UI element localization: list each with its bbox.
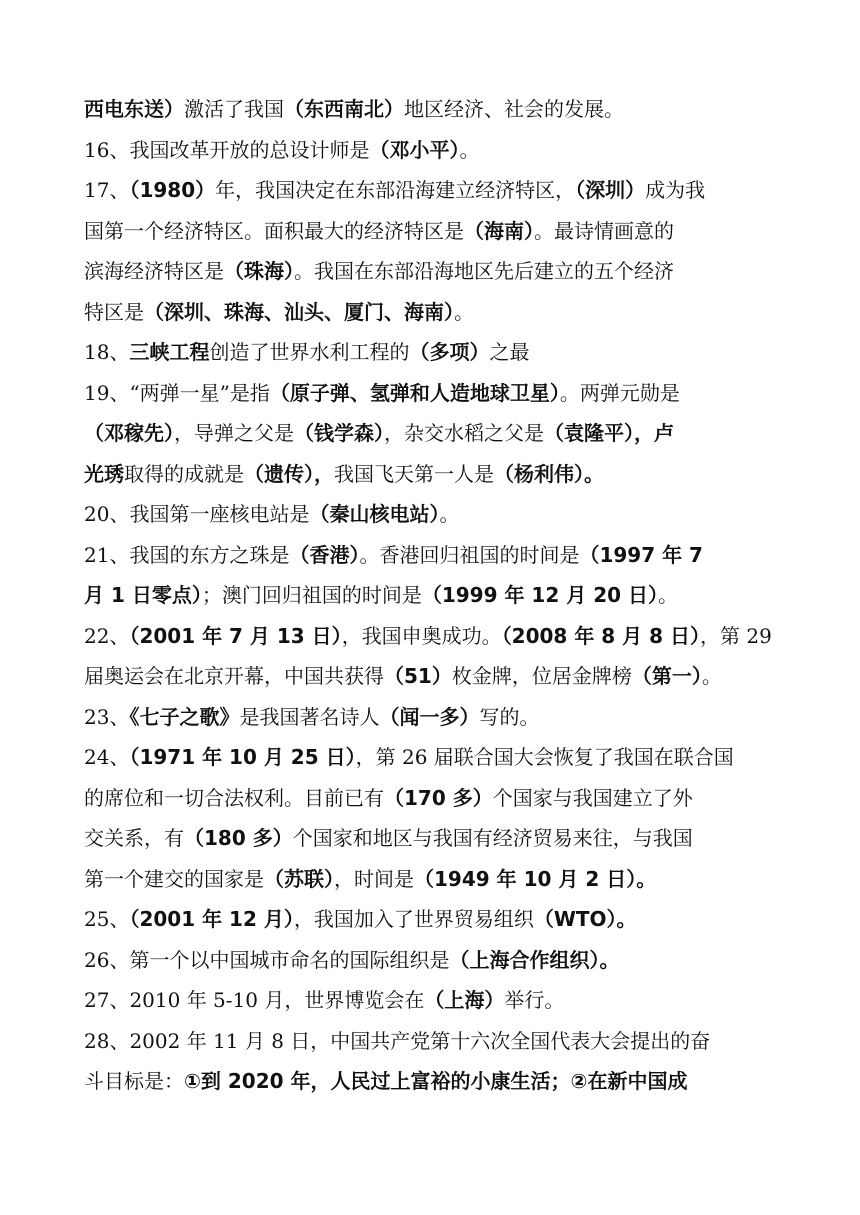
bold-answer-text: （秦山核电站）: [309, 502, 440, 526]
bold-answer-text: 《七子之歌》: [129, 704, 240, 729]
bold-answer-text: （上海）: [424, 988, 505, 1012]
bold-answer-text: （闻一多）: [379, 704, 480, 729]
body-text: 斗目标是：: [84, 1069, 184, 1093]
body-text: 。香港回归祖国的时间是: [359, 542, 580, 567]
bold-answer-text: （东西南北）: [284, 97, 404, 121]
body-text: 。两弹元勋是: [559, 380, 680, 405]
bold-answer-text: （杨利伟）。: [494, 461, 604, 486]
text-line: [84, 494, 784, 535]
bold-answer-text: ①到 2020 年，人民过上富裕的小康生活；②在新中国成: [184, 1069, 688, 1093]
body-text: 交关系，有: [84, 826, 184, 850]
body-text: 21、我国的东方之珠是: [84, 542, 290, 567]
body-text: 23、: [84, 704, 130, 729]
bold-answer-text: （180 多）: [184, 826, 293, 850]
body-text: 举行。: [504, 988, 565, 1012]
body-text: 。: [658, 583, 678, 607]
text-line: [84, 575, 784, 616]
bold-answer-text: （WTO）。: [533, 907, 637, 931]
bold-answer-text: （170 多）: [384, 785, 493, 810]
body-text: 我国飞天第一人是: [334, 461, 494, 486]
body-text: 国第一个经济特区。面积最大的经济特区是: [84, 218, 464, 243]
body-text: 滨海经济特区是: [84, 259, 224, 283]
bold-answer-text: 光琇: [84, 461, 124, 486]
bold-answer-text: 西电东送）: [84, 97, 184, 121]
text-line: [84, 980, 784, 1021]
text-line: [84, 778, 784, 819]
body-text: 之最: [489, 340, 530, 364]
body-text: 20、我国第一座核电站是: [84, 502, 310, 526]
body-text: 18、: [84, 340, 130, 364]
text-line: [84, 899, 784, 940]
text-line: [84, 697, 784, 738]
bold-answer-text: （邓稼先）: [84, 421, 174, 445]
text-line: [84, 89, 784, 130]
body-text: 取得的成就是: [124, 461, 244, 486]
text-line: [84, 940, 784, 981]
bold-answer-text: （1980）: [129, 178, 216, 202]
bold-answer-text: （邓小平）: [369, 137, 460, 162]
document-body: [84, 89, 784, 1102]
body-text: 。: [454, 299, 474, 324]
body-text: 成为我: [645, 178, 706, 202]
body-text: 24、: [84, 745, 130, 769]
body-text: ，时间是: [334, 866, 414, 891]
text-line: [84, 332, 784, 373]
bold-answer-text: （海南）: [464, 218, 534, 243]
body-text: ，第 26 届联合国大会恢复了我国在联合国: [355, 745, 734, 769]
body-text: 激活了我国: [184, 97, 284, 121]
body-text: ，第 29: [700, 623, 772, 648]
body-text: 26、第一个以中国城市命名的国际组织是: [84, 947, 450, 972]
body-text: 地区经济、社会的发展。: [404, 97, 624, 121]
body-text: 。: [701, 664, 722, 688]
bold-answer-text: （2008 年 8 月 8 日）: [501, 623, 700, 648]
text-line: [84, 616, 784, 657]
body-text: 枚金牌，位居金牌榜: [451, 664, 632, 688]
text-line: [84, 1021, 784, 1062]
body-text: 届奥运会在北京开幕，中国共获得: [84, 664, 384, 688]
text-line: [84, 292, 784, 333]
body-text: 28、2002 年 11 月 8 日，中国共产党第十六次全国代表大会提出的奋: [84, 1028, 711, 1053]
body-text: 第一个建交的国家是: [84, 866, 264, 891]
text-line: [84, 818, 784, 859]
bold-answer-text: （深圳、珠海、汕头、厦门、海南）: [144, 299, 454, 324]
text-line: [84, 130, 784, 171]
bold-answer-text: （钱学森）: [294, 421, 384, 445]
bold-answer-text: （遗传），: [244, 461, 334, 486]
bold-answer-text: （1997 年 7: [579, 542, 703, 567]
text-line: [84, 170, 784, 211]
body-text: 25、: [84, 907, 130, 931]
text-line: [84, 413, 784, 454]
body-text: 。: [439, 502, 460, 526]
text-line: [84, 251, 784, 292]
bold-answer-text: （1971 年 10 月 25 日）: [129, 745, 356, 769]
bold-answer-text: （袁隆平），卢: [544, 421, 674, 445]
bold-answer-text: （深圳）: [575, 178, 646, 202]
body-text: 的席位和一切合法权利。目前已有: [84, 785, 384, 810]
text-line: [84, 859, 784, 900]
body-text: 17、: [84, 178, 130, 202]
body-text: 创造了世界水利工程的: [209, 340, 410, 364]
body-text: 22、: [84, 623, 130, 648]
bold-answer-text: （2001 年 12 月）: [129, 907, 294, 931]
bold-answer-text: （1949 年 10 月 2 日）。: [414, 866, 657, 891]
body-text: 特区是: [84, 299, 144, 324]
text-line: [84, 535, 784, 576]
text-line: [84, 656, 784, 697]
bold-answer-text: （苏联）: [264, 866, 334, 891]
bold-answer-text: （51）: [384, 664, 452, 688]
bold-answer-text: （原子弹、氢弹和人造地球卫星）: [269, 380, 560, 405]
text-line: [84, 737, 784, 778]
body-text: 27、2010 年 5-10 月，世界博览会在: [84, 988, 425, 1012]
body-text: 。: [459, 137, 480, 162]
bold-answer-text: （珠海）: [224, 259, 294, 283]
bold-answer-text: （上海合作组织）。: [449, 947, 620, 972]
body-text: 。最诗情画意的: [534, 218, 674, 243]
body-text: 写的。: [479, 704, 540, 729]
bold-answer-text: （香港）: [289, 542, 360, 567]
bold-answer-text: （多项）: [409, 340, 490, 364]
text-line: [84, 373, 784, 414]
text-line: [84, 454, 784, 495]
bold-answer-text: （2001 年 7 月 13 日）: [129, 623, 342, 648]
body-text: 个国家与我国建立了外: [492, 785, 693, 810]
body-text: ，我国加入了世界贸易组织: [293, 907, 534, 931]
bold-answer-text: （1999 年 12 月 20 日）: [421, 583, 658, 607]
body-text: ，我国申奥成功。: [341, 623, 502, 648]
bold-answer-text: 三峡工程: [129, 340, 210, 364]
body-text: 是我国著名诗人: [239, 704, 380, 729]
body-text: 。我国在东部沿海地区先后建立的五个经济: [294, 259, 674, 283]
body-text: ；澳门回归祖国的时间是: [201, 583, 422, 607]
text-line: [84, 1061, 784, 1102]
body-text: 16、我国改革开放的总设计师是: [84, 137, 370, 162]
text-line: [84, 211, 784, 252]
body-text: 个国家和地区与我国有经济贸易来往，与我国: [292, 826, 693, 850]
body-text: 19、“两弹一星”是指: [84, 380, 270, 405]
bold-answer-text: （第一）: [631, 664, 702, 688]
body-text: 年，我国决定在东部沿海建立经济特区，: [215, 178, 576, 202]
bold-answer-text: 月 1 日零点）: [84, 583, 202, 607]
body-text: ，杂交水稻之父是: [384, 421, 544, 445]
body-text: ，导弹之父是: [174, 421, 294, 445]
